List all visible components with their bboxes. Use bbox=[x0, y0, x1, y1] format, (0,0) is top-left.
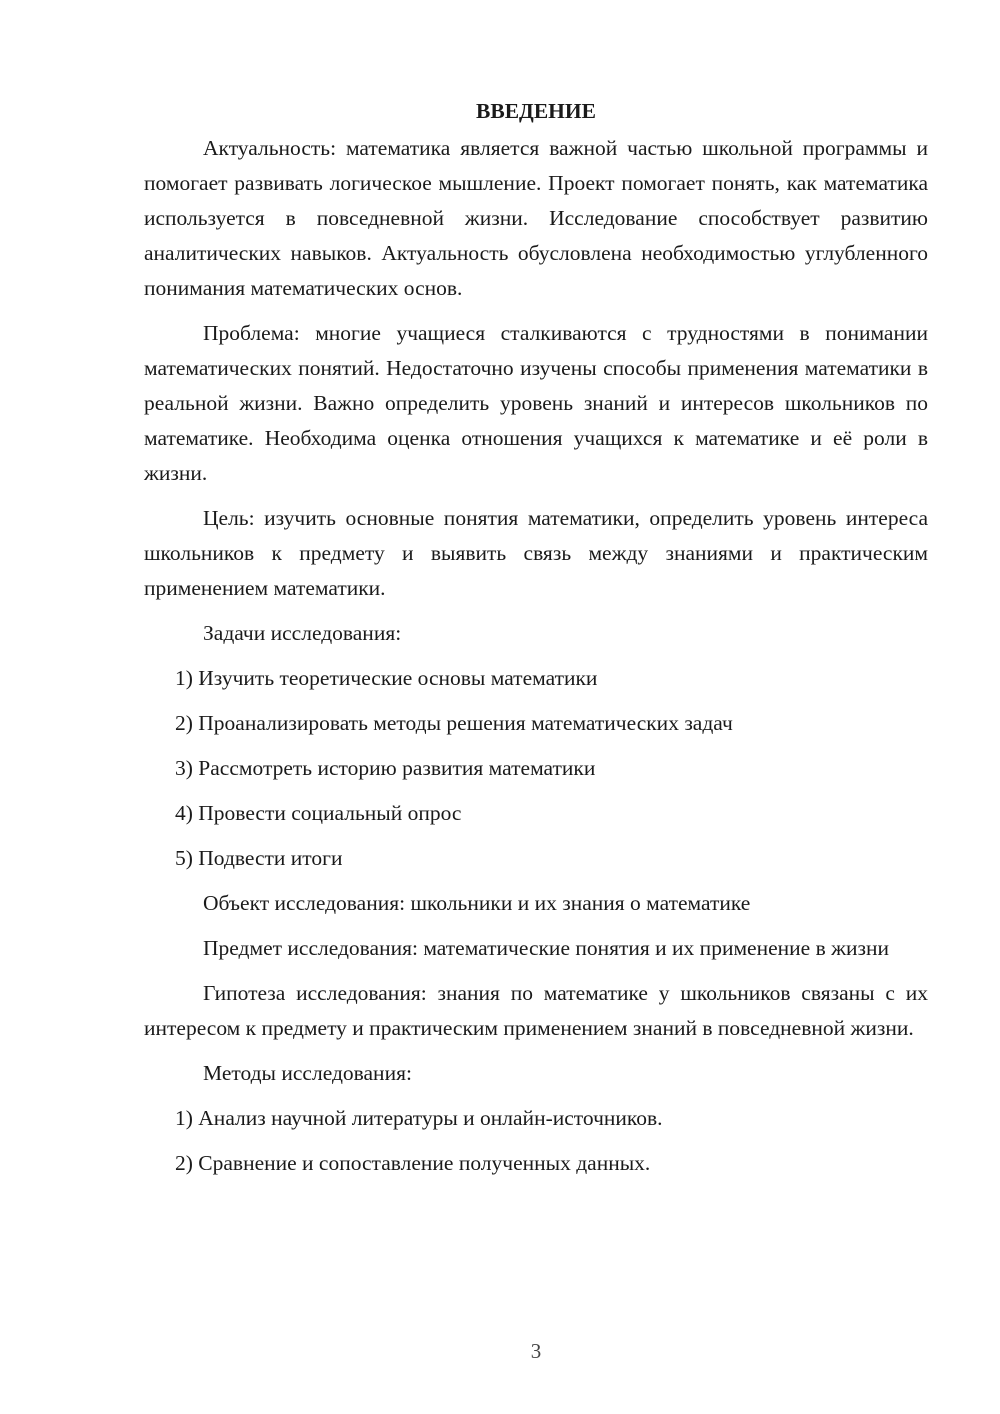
list-item: 2) Сравнение и сопоставление полученных данных. bbox=[175, 1151, 651, 1175]
goal-paragraph: Цель: изучить основные понятия математики, определить уровень интереса школьников к предмету и выявить связь между знаниями и практическим применением математики. bbox=[144, 506, 928, 600]
object-paragraph: Объект исследования: школьники и их знания о математике bbox=[203, 891, 751, 915]
list-item: 2) Проанализировать методы решения математических задач bbox=[175, 711, 733, 735]
methods-heading: Методы исследования: bbox=[203, 1061, 412, 1085]
section-title: ВВЕДЕНИЕ bbox=[476, 99, 596, 123]
list-item: 1) Анализ научной литературы и онлайн-источников. bbox=[175, 1106, 663, 1130]
relevance-paragraph: Актуальность: математика является важной частью школьной программы и помогает развивать логическое мышление. Проект помогает понять, как математика используется в повседневной жизни. Исследование способствует развитию аналитических навыков. Актуальность обусловлена необходимостью углубленного понимания математических основ. bbox=[144, 136, 928, 300]
problem-paragraph: Проблема: многие учащиеся сталкиваются с трудностями в понимании математических понятий. Недостаточно изучены способы применения математики в реальной жизни. Важно определить уровень знаний и интересов школьников по математике. Необходима оценка отношения учащихся к математике и её роли в жизни. bbox=[144, 321, 928, 485]
tasks-heading: Задачи исследования: bbox=[203, 621, 402, 645]
methods-list bbox=[144, 1101, 928, 1181]
hypothesis-paragraph: Гипотеза исследования: знания по математике у школьников связаны с их интересом к предмету и практическим применением знаний в повседневной жизни. bbox=[144, 981, 928, 1040]
subject-paragraph: Предмет исследования: математические понятия и их применение в жизни bbox=[203, 936, 889, 960]
tasks-list bbox=[144, 661, 928, 876]
list-item: 1) Изучить теоретические основы математики bbox=[175, 666, 598, 690]
page-content bbox=[144, 95, 928, 1191]
list-item: 4) Провести социальный опрос bbox=[175, 801, 462, 825]
list-item: 3) Рассмотреть историю развития математики bbox=[175, 756, 596, 780]
list-item: 5) Подвести итоги bbox=[175, 846, 343, 870]
page-number: 3 bbox=[530, 1339, 542, 1363]
